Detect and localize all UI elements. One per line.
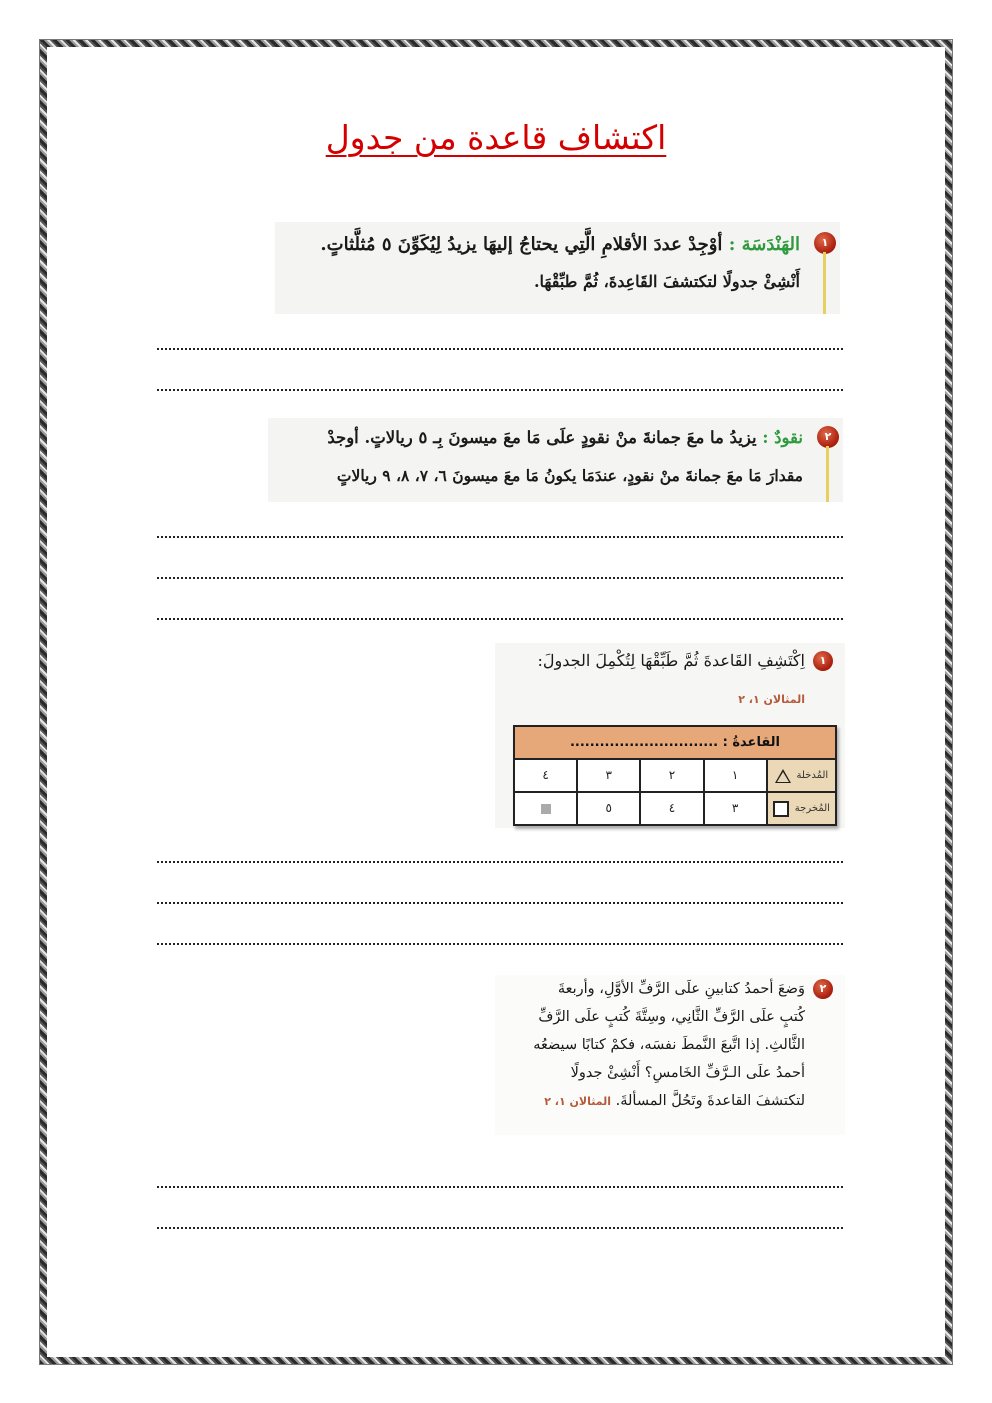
blank-square-icon (541, 804, 551, 814)
answer-line[interactable] (157, 902, 843, 904)
input-cell: ٣ (576, 760, 639, 791)
answer-line[interactable] (157, 536, 843, 538)
output-cell: ٤ (639, 793, 702, 824)
square-icon (773, 801, 789, 817)
topic-label: الهَنْدَسَة : (728, 234, 800, 255)
question-2-money (268, 418, 843, 502)
output-cell: ٣ (703, 793, 766, 824)
output-row (515, 791, 835, 824)
number-badge-icon: ١ (814, 232, 836, 254)
question-text-line-2: مقدارَ مَا معَ جمانةَ منْ نقودٍ، عندَمَا يكونُ مَا معَ ميسونَ ٦، ٧، ٨، ٩ ريالاتٍ (336, 466, 803, 485)
input-label: المُدخلة (796, 770, 829, 781)
input-row (515, 760, 835, 791)
answer-line[interactable] (157, 618, 843, 620)
output-label: المُخرجة (794, 803, 830, 814)
number-badge-icon: ١ (813, 651, 833, 671)
question-4-books (495, 975, 845, 1135)
answer-line[interactable] (157, 577, 843, 579)
page-title: اكتشاف قاعدة من جدول (325, 118, 667, 157)
rule-table (513, 725, 837, 826)
triangle-icon (775, 769, 791, 783)
input-cell: ١ (703, 760, 766, 791)
question-text: اِكْتَشِفِ القَاعدةَ ثُمَّ طَبِّقْهَا لِتُكْمِلَ الجدولَ: (537, 651, 805, 670)
question-text-line: الثَّالثِ. إذا اتَّبعَ النَّمطَ نفسَه، فكمْ كتابًا سيضعُه (533, 1037, 805, 1053)
examples-reference: المثالان ١، ٢ (544, 1095, 612, 1108)
question-text-line: لتكتشفَ القاعدةَ وتَحُلَّ المسألةَ. (615, 1093, 805, 1109)
number-badge-icon: ٢ (813, 979, 833, 999)
input-cell: ٢ (639, 760, 702, 791)
pin-stem (826, 446, 829, 502)
topic-label: نقودٌ : (762, 428, 803, 447)
output-cell: ٥ (576, 793, 639, 824)
rule-header: القاعدةُ : .............................. (515, 727, 835, 760)
answer-line[interactable] (157, 1227, 843, 1229)
question-text-line-1: أوْجِدْ عددَ الأقلامِ الَّتِي يحتاجُ إليهَا يزيدُ لِيُكَوِّنَ ٥ مُثلَّثاتٍ. (320, 234, 723, 255)
answer-line[interactable] (157, 1186, 843, 1188)
question-text-line: كُتبٍ علَى الرَّفِّ الثَّانِي، وسِتَّةَ كُتبٍ علَى الرَّفِّ (538, 1009, 805, 1025)
number-badge-icon: ٢ (817, 426, 839, 448)
input-cell: ٤ (542, 768, 549, 782)
output-cell-blank[interactable] (515, 793, 576, 824)
examples-reference: المثالان ١، ٢ (738, 693, 805, 706)
answer-line[interactable] (157, 943, 843, 945)
question-text-line: وَضعَ أحمدُ كتابينِ علَى الرَّفِّ الأوَّلِ، وأربعةَ (557, 981, 805, 997)
answer-line[interactable] (157, 861, 843, 863)
pin-stem (823, 252, 826, 314)
question-text-line: أحمدُ علَى الـرَّفِّ الخَامسِ؟ أَنْشِئْ جدولًا (570, 1065, 805, 1081)
question-1-geometry (275, 222, 840, 314)
question-text-line-2: أَنْشِئْ جدولًا لتكتشفَ القَاعِدةَ، ثُمَّ طبِّقْهَا. (533, 272, 800, 291)
question-text-line-1: يزيدُ ما معَ جمانةَ منْ نقودٍ علَى مَا معَ ميسونَ بِـ ٥ ريالاتٍ. أوجدْ (327, 428, 757, 447)
answer-line[interactable] (157, 348, 843, 350)
answer-line[interactable] (157, 389, 843, 391)
